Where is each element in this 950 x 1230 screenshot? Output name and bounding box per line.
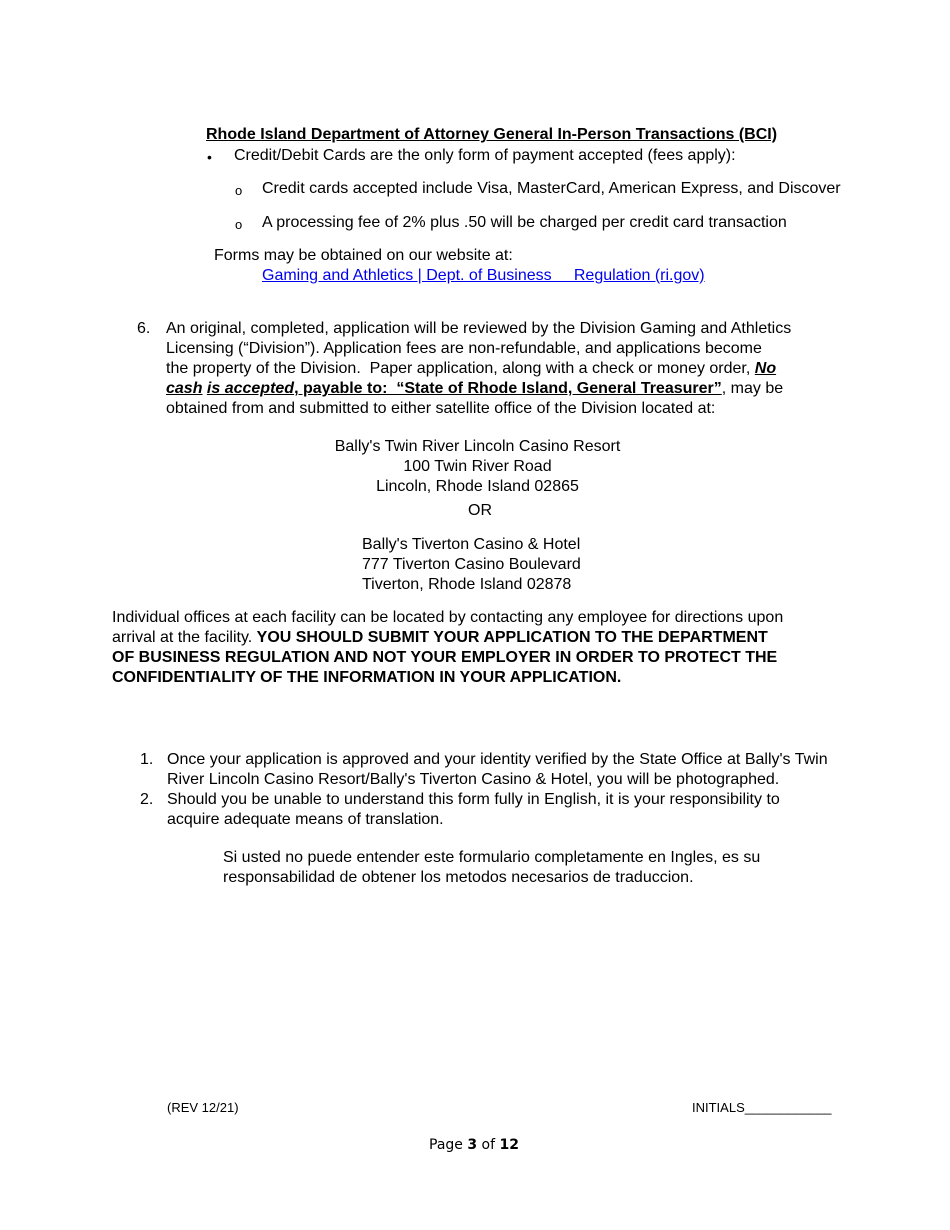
offices-line: OF BUSINESS REGULATION AND NOT YOUR EMPLOYER IN ORDER TO PROTECT THE xyxy=(112,649,778,666)
revision-label: (REV 12/21) xyxy=(167,1100,239,1115)
item-6-paragraph xyxy=(166,319,846,419)
address-line: Lincoln, Rhode Island 02865 xyxy=(376,478,579,495)
list-item xyxy=(167,750,828,790)
address-lincoln xyxy=(0,437,950,497)
spanish-note xyxy=(223,848,760,888)
address-tiverton xyxy=(362,535,581,595)
list-number: 1. xyxy=(140,751,154,768)
address-line: Tiverton, Rhode Island 02878 xyxy=(362,576,572,593)
list-item xyxy=(167,790,780,830)
spanish-line: Si usted no puede entender este formulario completamente en Ingles, es su xyxy=(223,849,761,866)
bci-sub-item: A processing fee of 2% plus .50 will be charged per credit card transaction xyxy=(262,214,787,231)
spanish-line: responsabilidad de obtener los metodos necesarios de traduccion. xyxy=(223,869,694,886)
address-line: Bally's Twin River Lincoln Casino Resort xyxy=(334,438,621,455)
circle-bullet-icon: o xyxy=(235,183,243,198)
list-item-line: Once your application is approved and your identity verified by the State Office at Bally's Twin xyxy=(167,751,828,768)
initials-field[interactable]: INITIALS____________ xyxy=(692,1100,832,1115)
item-6-number: 6. xyxy=(137,320,151,337)
bci-bullet-text: Credit/Debit Cards are the only form of payment accepted (fees apply): xyxy=(234,147,736,164)
offices-line: arrival at the facility. YOU SHOULD SUBMIT YOUR APPLICATION TO THE DEPARTMENT xyxy=(112,629,768,646)
item-6-line: cash is accepted, payable to: “State of Rhode Island, General Treasurer”, may be xyxy=(166,380,784,397)
address-line: 100 Twin River Road xyxy=(403,458,552,475)
offices-paragraph xyxy=(112,608,852,688)
circle-bullet-icon: o xyxy=(235,217,243,232)
bci-sub-item: Credit cards accepted include Visa, MasterCard, American Express, and Discover xyxy=(262,180,841,197)
list-number: 2. xyxy=(140,791,154,808)
gaming-athletics-link[interactable]: Gaming and Athletics | Dept. of Business Regulation (ri.gov) xyxy=(262,267,705,284)
list-item-line: Should you be unable to understand this form fully in English, it is your responsibility to xyxy=(167,791,780,808)
list-item-line: acquire adequate means of translation. xyxy=(167,811,444,828)
offices-line: Individual offices at each facility can be located by contacting any employee for directions upon xyxy=(112,609,784,626)
list-item-line: River Lincoln Casino Resort/Bally's Tiverton Casino & Hotel, you will be photographed. xyxy=(167,771,780,788)
offices-line: CONFIDENTIALITY OF THE INFORMATION IN YOUR APPLICATION. xyxy=(112,669,622,686)
item-6-line: Licensing (“Division”). Application fees are non-refundable, and applications become xyxy=(166,340,762,357)
address-or: OR xyxy=(468,502,492,519)
address-line: 777 Tiverton Casino Boulevard xyxy=(362,556,581,573)
item-6-line: obtained from and submitted to either satellite office of the Division located at: xyxy=(166,400,716,417)
page-number: Page 3 of 12 xyxy=(429,1137,519,1153)
forms-text: Forms may be obtained on our website at: xyxy=(214,247,513,264)
bullet-icon: • xyxy=(207,149,212,165)
bci-heading: Rhode Island Department of Attorney General In-Person Transactions (BCI) xyxy=(206,126,778,143)
address-line: Bally's Tiverton Casino & Hotel xyxy=(362,536,581,553)
item-6-line: An original, completed, application will be reviewed by the Division Gaming and Athletics xyxy=(166,320,792,337)
item-6-line: the property of the Division. Paper application, along with a check or money order, No xyxy=(166,360,777,377)
